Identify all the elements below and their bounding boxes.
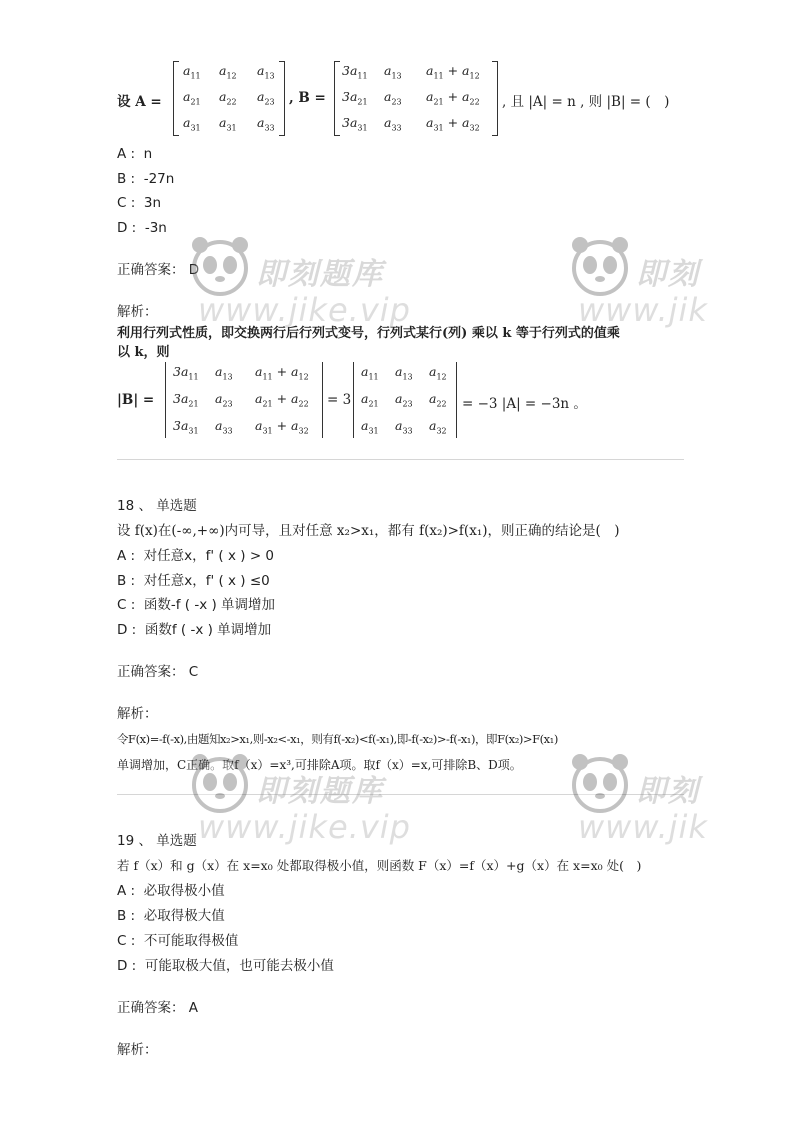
q19-analysis-label: 解析： xyxy=(117,1042,158,1058)
watermark xyxy=(190,235,450,335)
q19-option-c[interactable]: C : 不可能取得极值 xyxy=(117,933,239,949)
determinant-left xyxy=(165,362,323,438)
panda-logo-icon xyxy=(570,235,630,299)
matrix-entry: $a_{23}$ xyxy=(257,89,275,107)
q18-header: 18 、 单选题 xyxy=(117,498,197,514)
q18-analysis-line1: 令F(x)=-f(-x),由题知x₂>x₁,则-x₂<-x₁，则有f(-x₂)<f(-x₁),即-f(-x₂)>-f(-x₁)，即F(x₂)>F(x₁) xyxy=(117,732,558,746)
q17-answer: 正确答案： D xyxy=(117,262,200,278)
matrix-entry: $3a_{11}$ xyxy=(342,63,368,81)
matrix-entry: $a_{21}$ xyxy=(361,391,379,409)
watermark-url: www.jik xyxy=(578,291,708,329)
q18-option-d[interactable]: D : 函数f ( -x ) 单调增加 xyxy=(117,622,272,638)
q17-option-d[interactable]: D : -3n xyxy=(117,220,167,236)
matrix-entry: $3a_{31}$ xyxy=(173,418,199,436)
det-eq3: = 3 xyxy=(327,392,352,408)
matrix-entry: $a_{21} + a_{22}$ xyxy=(426,89,480,107)
watermark-url: www.jik xyxy=(578,808,708,846)
watermark xyxy=(570,752,800,852)
matrix-entry: $a_{12}$ xyxy=(429,364,447,382)
panda-logo-icon xyxy=(570,752,630,816)
matrix-entry: $a_{33}$ xyxy=(215,418,233,436)
q18-analysis-label: 解析： xyxy=(117,706,158,722)
q18-option-a[interactable]: A : 对任意x，f' ( x ) > 0 xyxy=(117,548,275,564)
det-tail: = −3 |A| = −3n 。 xyxy=(462,396,587,412)
q17-stem-tail: , 且 |A| = n , 则 |B| = ( ) xyxy=(502,94,670,110)
matrix-entry: $a_{31} + a_{32}$ xyxy=(255,418,309,436)
matrix-entry: $a_{23}$ xyxy=(384,89,402,107)
q17-stem-b-label: , B = xyxy=(289,90,326,106)
q18-stem: 设 f(x)在(-∞,+∞)内可导，且对任意 x₂>x₁，都有 f(x₂)>f(x₁)，则正确的结论是( ) xyxy=(117,523,620,539)
matrix-entry: $a_{21} + a_{22}$ xyxy=(255,391,309,409)
matrix-entry: $a_{11}$ xyxy=(183,63,201,81)
matrix-entry: $a_{13}$ xyxy=(395,364,413,382)
matrix-entry: $3a_{21}$ xyxy=(342,89,368,107)
matrix-entry: $3a_{21}$ xyxy=(173,391,199,409)
q18-analysis-line2: 单调增加，C正确。取f（x）=x³,可排除A项。取f（x）=x,可排除B、D项。 xyxy=(117,758,522,772)
matrix-b xyxy=(334,61,498,136)
matrix-entry: $a_{22}$ xyxy=(429,391,447,409)
divider xyxy=(117,794,684,795)
matrix-entry: $a_{21}$ xyxy=(183,89,201,107)
matrix-entry: $a_{12}$ xyxy=(219,63,237,81)
matrix-entry: $a_{31}$ xyxy=(361,418,379,436)
q19-option-d[interactable]: D : 可能取极大值，也可能去极小值 xyxy=(117,958,334,974)
q19-option-a[interactable]: A : 必取得极小值 xyxy=(117,883,225,899)
matrix-entry: $a_{13}$ xyxy=(215,364,233,382)
matrix-entry: $3a_{11}$ xyxy=(173,364,199,382)
q19-option-b[interactable]: B : 必取得极大值 xyxy=(117,908,225,924)
matrix-entry: $a_{22}$ xyxy=(219,89,237,107)
q18-option-b[interactable]: B : 对任意x，f' ( x ) ≤0 xyxy=(117,573,270,589)
q19-stem: 若 f（x）和 g（x）在 x=x₀ 处都取得极小值，则函数 F（x）=f（x）+g（x）在 x=x₀ 处( ) xyxy=(117,858,642,873)
watermark-url: www.jike.vip xyxy=(198,291,411,329)
matrix-entry: $a_{33}$ xyxy=(395,418,413,436)
watermark xyxy=(570,235,800,335)
watermark-cn: 即刻 xyxy=(636,774,700,809)
q18-answer: 正确答案： C xyxy=(117,664,199,680)
matrix-entry: $a_{23}$ xyxy=(395,391,413,409)
watermark-cn: 即刻题库 xyxy=(256,774,384,809)
q17-option-a[interactable]: A : n xyxy=(117,146,153,162)
matrix-entry: $a_{11} + a_{12}$ xyxy=(255,364,309,382)
q17-analysis-label: 解析： xyxy=(117,304,158,320)
matrix-entry: $a_{11}$ xyxy=(361,364,379,382)
watermark-cn: 即刻 xyxy=(636,257,700,292)
matrix-entry: $a_{31}$ xyxy=(219,115,237,133)
matrix-entry: $a_{11} + a_{12}$ xyxy=(426,63,480,81)
matrix-a xyxy=(173,61,285,136)
q17-stem-prefix: 设 A = xyxy=(117,94,162,110)
q19-answer: 正确答案： A xyxy=(117,1000,199,1016)
matrix-entry: $a_{23}$ xyxy=(215,391,233,409)
matrix-entry: $a_{33}$ xyxy=(384,115,402,133)
determinant-right xyxy=(353,362,457,438)
watermark-url: www.jike.vip xyxy=(198,808,411,846)
matrix-entry: $a_{31}$ xyxy=(183,115,201,133)
q17-option-b[interactable]: B : -27n xyxy=(117,171,175,187)
q17-analysis-line1: 利用行列式性质，即交换两行后行列式变号，行列式某行(列) 乘以 k 等于行列式的值乘 xyxy=(117,326,620,341)
matrix-entry: $a_{33}$ xyxy=(257,115,275,133)
matrix-entry: $a_{32}$ xyxy=(429,418,447,436)
det-lhs: |B| = xyxy=(117,392,155,408)
matrix-entry: $a_{31} + a_{32}$ xyxy=(426,115,480,133)
q18-option-c[interactable]: C : 函数-f ( -x ) 单调增加 xyxy=(117,597,276,613)
watermark-cn: 即刻题库 xyxy=(256,257,384,292)
matrix-entry: $a_{13}$ xyxy=(257,63,275,81)
matrix-entry: $3a_{31}$ xyxy=(342,115,368,133)
matrix-entry: $a_{13}$ xyxy=(384,63,402,81)
q17-option-c[interactable]: C : 3n xyxy=(117,195,162,211)
q17-analysis-line2: 以 k，则 xyxy=(117,345,170,360)
q19-header: 19 、 单选题 xyxy=(117,833,197,849)
divider xyxy=(117,459,684,460)
